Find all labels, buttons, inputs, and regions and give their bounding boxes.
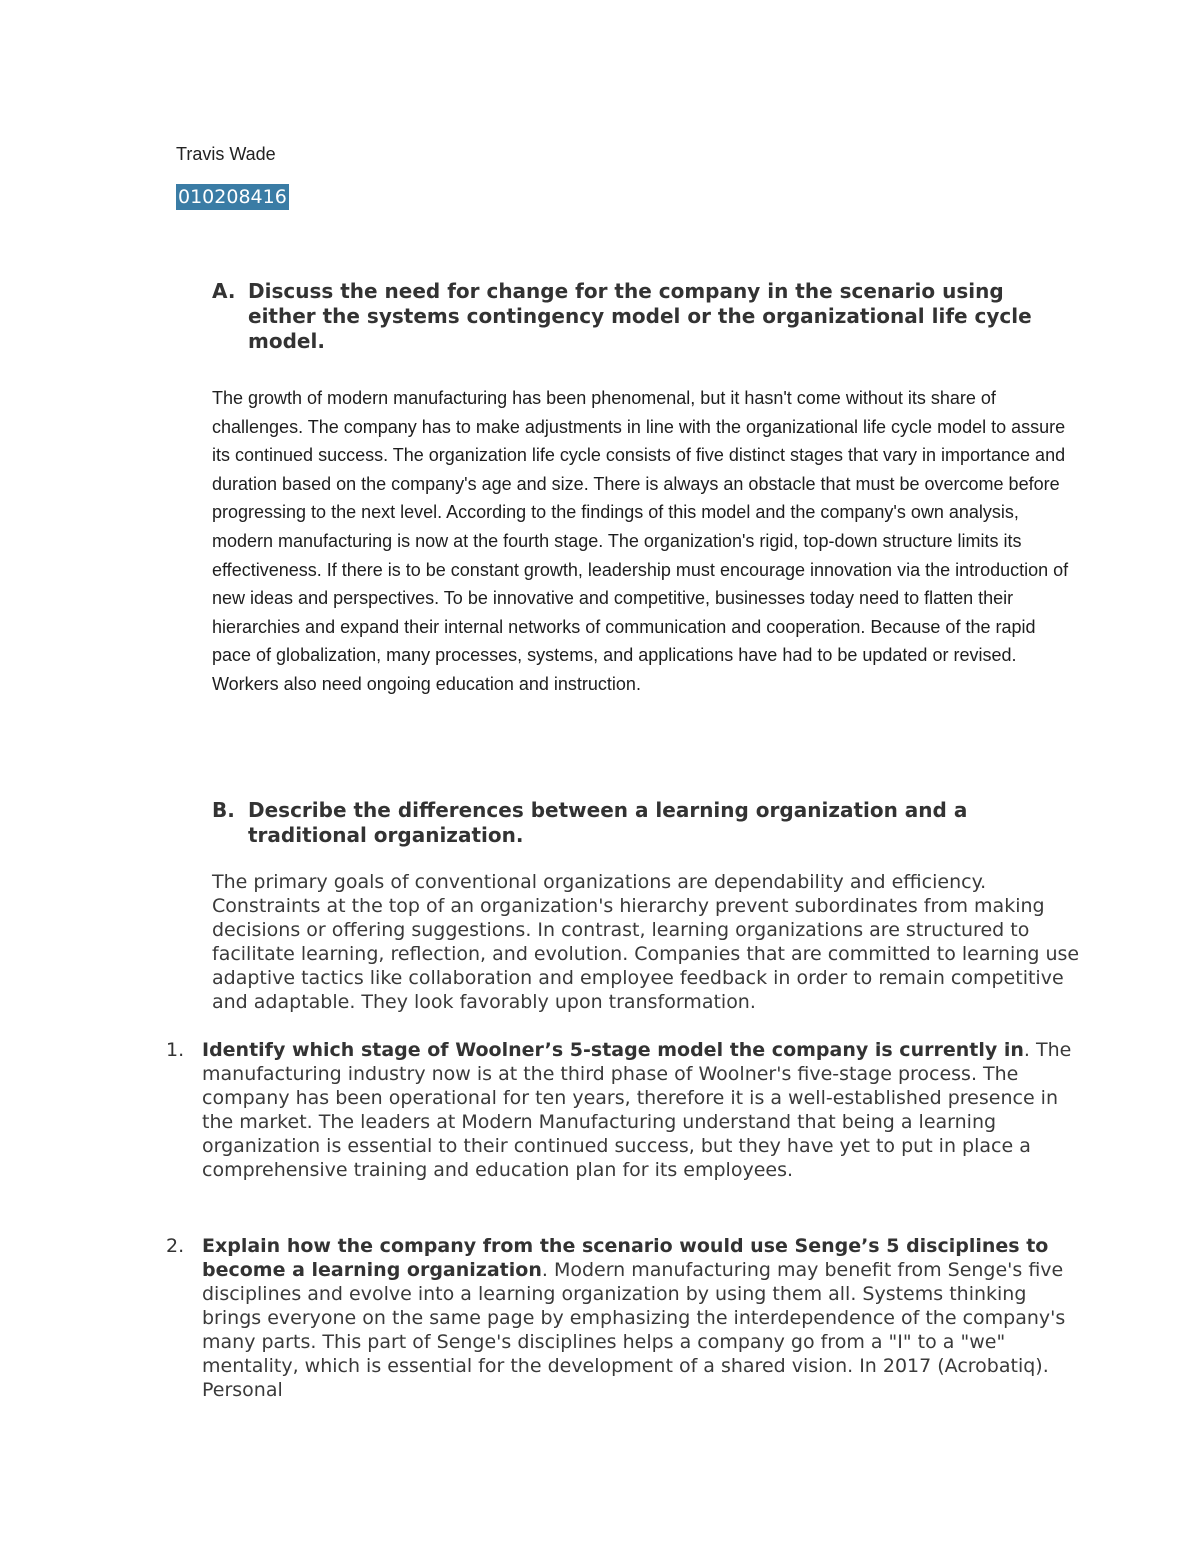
list-item-answer: . Modern manufacturing may benefit from Senge's five disciplines and evolve into a learning organization by using them all. Systems thinking brings everyone on the same page by emphasizing the interdependence of the company's many parts. This part of Senge's disciplines helps a company go from a "I" to a "we" mentality, which is essential for the development of a shared vision. In 2017 (Acrobatiq). Personal [202,1259,1066,1401]
section-b-heading-text: Describe the differences between a learning organization and a traditional organization. [248,798,968,847]
section-b-marker: B. [212,798,235,822]
section-a-heading-text: Discuss the need for change for the company in the scenario using either the systems contingency model or the organizational life cycle model. [248,279,1032,353]
section-b-body: The primary goals of conventional organizations are dependability and efficiency. Constraints at the top of an organization's hierarchy prevent subordinates from making decisions or offering suggestions. In contrast, learning organizations are structured to facilitate learning, reflection, and evolution. Companies that are committed to learning use adaptive tactics like collaboration and employee feedback in order to remain competitive and adaptable. They look favorably upon transformation. [212,871,1080,1013]
list-item-number: 2. [166,1235,185,1257]
section-b-heading [212,798,1048,848]
list-item [166,1038,1072,1182]
list-item-question: Identify which stage of Woolner’s 5-stage model the company is currently in [202,1039,1024,1061]
section-a-heading [212,279,1068,354]
section-a-body: The growth of modern manufacturing has been phenomenal, but it hasn't come without its share of challenges. The company has to make adjustments in line with the organizational life cycle model to assure its continued success. The organization life cycle consists of five distinct stages that vary in importance and duration based on the company's age and size. There is always an obstacle that must be overcome before progressing to the next level. According to the findings of this model and the company's own analysis, modern manufacturing is now at the fourth stage. The organization's rigid, top-down structure limits its effectiveness. If there is to be constant growth, leadership must encourage innovation via the introduction of new ideas and perspectives. To be innovative and competitive, businesses today need to flatten their hierarchies and expand their internal networks of communication and cooperation. Because of the rapid pace of globalization, many processes, systems, and applications have had to be updated or revised. Workers also need ongoing education and instruction. [212,388,1069,694]
student-id-highlighted[interactable]: 010208416 [178,186,287,208]
list-item [166,1234,1072,1402]
section-a-marker: A. [212,279,236,303]
list-item-number: 1. [166,1039,185,1061]
list-item-question: Explain how the company from the scenario would use Senge’s 5 disciplines to become a learning organization [202,1235,1049,1281]
author-name: Travis Wade [176,144,276,164]
list-item-answer: . The manufacturing industry now is at the third phase of Woolner's five-stage process. The company has been operational for ten years, therefore it is a well-established presence in the market. The leaders at Modern Manufacturing understand that being a learning organization is essential to their continued success, but they have yet to put in place a comprehensive training and education plan for its employees. [202,1039,1072,1181]
